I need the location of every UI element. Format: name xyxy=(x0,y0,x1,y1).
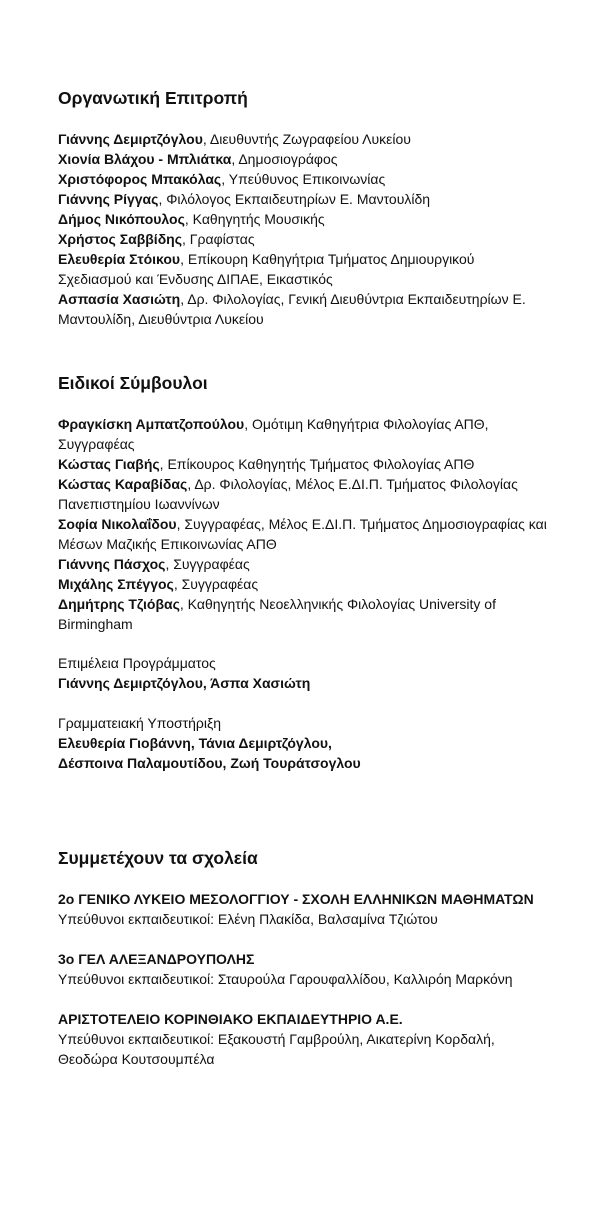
advisor-name: Κώστας Γιαβής xyxy=(58,456,160,472)
secretariat-block xyxy=(58,713,548,773)
advisor-role: , Συγγραφέας, Μέλος Ε.ΔΙ.Π. Τμήματος Δημοσιογραφίας και Μέσων Μαζικής Επικοινωνίας ΑΠΘ xyxy=(58,516,547,552)
participating-schools-heading: Συμμετέχουν τα σχολεία xyxy=(58,848,258,868)
program-editing-names: Γιάννης Δεμιρτζόγλου, Άσπα Χασιώτη xyxy=(58,675,311,691)
school-teachers: Υπεύθυνοι εκπαιδευτικοί: Σταυρούλα Γαρουφαλλίδου, Καλλιρόη Μαρκόνη xyxy=(58,971,513,987)
advisor-name: Δημήτρης Τζιόβας xyxy=(58,596,180,612)
advisor-name: Μιχάλης Σπέγγος xyxy=(58,576,174,592)
advisor-role: , Καθηγητής Νεοελληνικής Φιλολογίας University of Birmingham xyxy=(58,596,496,632)
school-teachers: Υπεύθυνοι εκπαιδευτικοί: Εξακουστή Γαμβρούλη, Αικατερίνη Κορδαλή, Θεοδώρα Κουτσουμπέλα xyxy=(58,1031,495,1067)
organizing-committee-list xyxy=(58,129,548,329)
advisor-role: , Συγγραφέας xyxy=(165,556,250,572)
school-entry xyxy=(58,889,548,929)
secretariat-names-line: Δέσποινα Παλαμουτίδου, Ζωή Τουράτσογλου xyxy=(58,755,361,771)
member-entry xyxy=(58,289,548,329)
member-entry xyxy=(58,229,548,249)
member-role: , Διευθυντής Ζωγραφείου Λυκείου xyxy=(202,131,411,147)
advisor-name: Σοφία Νικολαΐδου xyxy=(58,516,177,532)
advisor-entry xyxy=(58,554,548,574)
school-name: 2ο ΓΕΝΙΚΟ ΛΥΚΕΙΟ ΜΕΣΟΛΟΓΓΙΟΥ - ΣΧΟΛΗ ΕΛΛΗΝΙΚΩΝ ΜΑΘΗΜΑΤΩΝ xyxy=(58,891,534,907)
program-editing-block xyxy=(58,653,548,693)
school-name: 3ο ΓΕΛ ΑΛΕΞΑΝΔΡΟΥΠΟΛΗΣ xyxy=(58,951,255,967)
advisor-entry xyxy=(58,474,548,514)
member-name: Χιονία Βλάχου - Μπλιάτκα xyxy=(58,151,232,167)
member-role: , Γραφίστας xyxy=(182,231,255,247)
advisor-name: Φραγκίσκη Αμπατζοπούλου xyxy=(58,416,245,432)
advisor-role: , Δρ. Φιλολογίας, Μέλος Ε.ΔΙ.Π. Τμήματος Φιλολογίας Πανεπιστημίου Ιωαννίνων xyxy=(58,476,518,512)
participating-schools-list xyxy=(58,889,548,1089)
member-name: Ασπασία Χασιώτη xyxy=(58,291,181,307)
member-name: Δήμος Νικόπουλος xyxy=(58,211,185,227)
member-name: Ελευθερία Στόικου xyxy=(58,251,181,267)
member-role: , Υπεύθυνος Επικοινωνίας xyxy=(221,171,386,187)
member-name: Χρήστος Σαββίδης xyxy=(58,231,183,247)
member-entry xyxy=(58,249,548,289)
advisor-entry xyxy=(58,414,548,454)
member-entry xyxy=(58,169,548,189)
member-role: , Καθηγητής Μουσικής xyxy=(184,211,325,227)
member-entry xyxy=(58,209,548,229)
special-advisors-list xyxy=(58,414,548,634)
member-role: , Δημοσιογράφος xyxy=(231,151,338,167)
advisor-entry xyxy=(58,514,548,554)
member-role: , Δρ. Φιλολογίας, Γενική Διευθύντρια Εκπαιδευτηρίων Ε. Μαντουλίδη, Διευθύντρια Λυκείου xyxy=(58,291,526,327)
member-name: Χριστόφορος Μπακόλας xyxy=(58,171,222,187)
school-name: ΑΡΙΣΤΟΤΕΛΕΙΟ ΚΟΡΙΝΘΙΑΚΟ ΕΚΠΑΙΔΕΥΤΗΡΙΟ Α.Ε. xyxy=(58,1011,403,1027)
program-editing-label: Επιμέλεια Προγράμματος xyxy=(58,655,216,671)
advisor-entry xyxy=(58,574,548,594)
school-entry xyxy=(58,1009,548,1069)
school-teachers: Υπεύθυνοι εκπαιδευτικοί: Ελένη Πλακίδα, Βαλσαμίνα Τζιώτου xyxy=(58,911,438,927)
advisor-entry xyxy=(58,594,548,634)
secretariat-names-line: Ελευθερία Γιοβάννη, Τάνια Δεμιρτζόγλου, xyxy=(58,735,332,751)
member-name: Γιάννης Ρίγγας xyxy=(58,191,159,207)
advisor-entry xyxy=(58,454,548,474)
secretariat-label: Γραμματειακή Υποστήριξη xyxy=(58,715,222,731)
organizing-committee-heading: Οργανωτική Επιτροπή xyxy=(58,88,248,108)
advisor-role: , Συγγραφέας xyxy=(173,576,259,592)
member-entry xyxy=(58,129,548,149)
member-name: Γιάννης Δεμιρτζόγλου xyxy=(58,131,203,147)
advisor-role: , Επίκουρος Καθηγητής Τμήματος Φιλολογίας ΑΠΘ xyxy=(159,456,475,472)
advisor-role: , Ομότιμη Καθηγήτρια Φιλολογίας ΑΠΘ, Συγγραφέας xyxy=(58,416,489,452)
advisor-name: Κώστας Καραβίδας xyxy=(58,476,188,492)
member-role: , Φιλόλογος Εκπαιδευτηρίων Ε. Μαντουλίδη xyxy=(158,191,431,207)
member-entry xyxy=(58,189,548,209)
advisor-name: Γιάννης Πάσχος xyxy=(58,556,166,572)
school-entry xyxy=(58,949,548,989)
special-advisors-heading: Ειδικοί Σύμβουλοι xyxy=(58,373,208,393)
member-entry xyxy=(58,149,548,169)
member-role: , Επίκουρη Καθηγήτρια Τμήματος Δημιουργικού Σχεδιασμού και Ένδυσης ΔΙΠΑΕ, Εικαστικός xyxy=(58,251,475,287)
